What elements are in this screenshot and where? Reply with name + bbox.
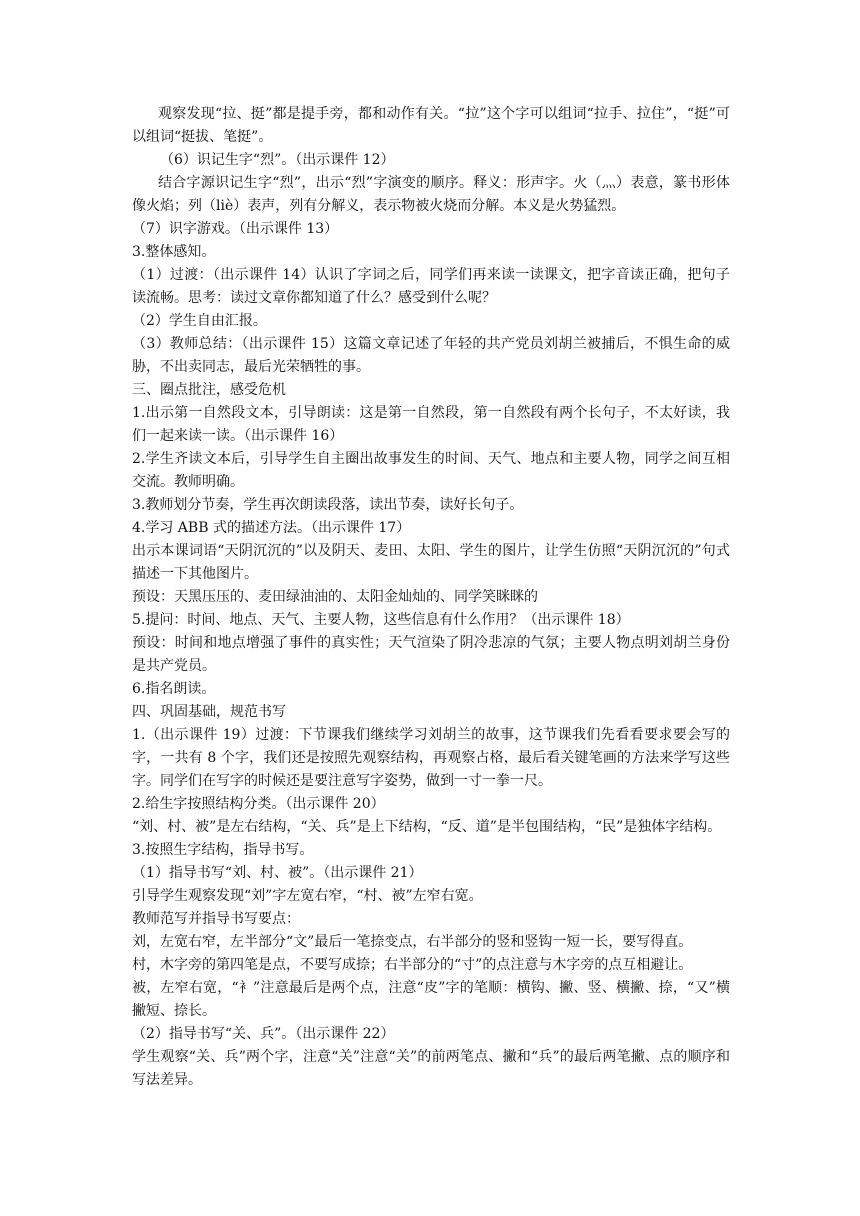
paragraph: 2.给生字按照结构分类。（出示课件 20）: [132, 796, 385, 812]
paragraph: 4.学习 ABB 式的描述方法。（出示课件 17）: [132, 520, 411, 536]
paragraph: 2.学生齐读文本后，引导学生自主圈出故事发生的时间、天气、地点和主要人物，同学之间互相交流。教师明确。: [132, 451, 730, 490]
paragraph: 6.指名朗读。: [132, 681, 216, 697]
paragraph: “刘、村、被”是左右结构，“关、兵”是上下结构，“反、道”是半包围结构，“民”是独体字结构。: [132, 819, 722, 835]
paragraph: 教师范写并指导书写要点：: [132, 911, 300, 927]
paragraph: （2）学生自由汇报。: [132, 313, 267, 329]
paragraph: 观察发现“拉、挺”都是提手旁，都和动作有关。“拉”这个字可以组词“拉手、拉住”，“挺”可以组词“挺拔、笔挺”。: [132, 106, 730, 145]
paragraph: （7）识字游戏。（出示课件 13）: [132, 221, 339, 237]
paragraph: 1.出示第一自然段文本，引导朗读：这是第一自然段，第一自然段有两个长句子，不太好读，我们一起来读一读。（出示课件 16）: [132, 405, 730, 444]
paragraph: 3.按照生字结构，指导书写。: [132, 842, 314, 858]
paragraph: 预设：天黑压压的、麦田绿油油的、太阳金灿灿的、同学笑眯眯的: [132, 589, 538, 605]
paragraph: 预设：时间和地点增强了事件的真实性；天气渲染了阴冷悲凉的气氛；主要人物点明刘胡兰身份是共产党员。: [132, 635, 730, 674]
paragraph: 出示本课词语“天阴沉沉的”以及阴天、麦田、太阳、学生的图片，让学生仿照“天阴沉沉的”句式描述一下其他图片。: [132, 543, 730, 582]
paragraph: （1）指导书写“刘、村、被”。（出示课件 21）: [132, 865, 423, 881]
paragraph: 5.提问：时间、地点、天气、主要人物，这些信息有什么作用？（出示课件 18）: [132, 612, 630, 628]
paragraph: （3）教师总结：（出示课件 15）这篇文章记述了年轻的共产党员刘胡兰被捕后，不惧生命的威胁，不出卖同志，最后光荣牺牲的事。: [132, 336, 730, 375]
document-body: [132, 103, 730, 1092]
paragraph: 引导学生观察发现“刘”字左宽右窄，“村、被”左窄右宽。: [132, 888, 483, 904]
paragraph: 3.教师划分节奏，学生再次朗读段落，读出节奏，读好长句子。: [132, 497, 524, 513]
paragraph: （1）过渡：（出示课件 14）认识了字词之后，同学们再来读一读课文，把字音读正确，把句子读流畅。思考：读过文章你都知道了什么？感受到什么呢？: [132, 267, 730, 306]
paragraph: 1.（出示课件 19）过渡：下节课我们继续学习刘胡兰的故事，这节课我们先看看要求要会写的字，一共有 8 个字，我们还是按照先观察结构，再观察占格，最后看关键笔画的方法来学写这些字。同学们在写字的时候还是要注意写字姿势，做到一寸一拳一尺。: [132, 727, 730, 789]
paragraph: 刘，左宽右窄，左半部分“文”最后一笔捺变点，右半部分的竖和竖钩一短一长，要写得直。: [132, 934, 693, 950]
paragraph: 学生观察“关、兵”两个字，注意“关”注意“关”的前两笔点、撇和“兵”的最后两笔撇、点的顺序和写法差异。: [132, 1049, 730, 1088]
paragraph: 被，左窄右宽，“衤”注意最后是两个点，注意“皮”字的笔顺：横钩、撇、竖、横撇、捺，“又”横撇短、捺长。: [132, 980, 730, 1019]
section-heading: 四、巩固基础，规范书写: [132, 704, 286, 720]
section-heading: 三、圈点批注，感受危机: [132, 382, 286, 398]
paragraph: （2）指导书写“关、兵”。（出示课件 22）: [132, 1026, 395, 1042]
section-heading: 3.整体感知。: [132, 244, 216, 260]
paragraph: 村，木字旁的第四笔是点，不要写成捺；右半部分的“寸”的点注意与木字旁的点互相避让。: [132, 957, 693, 973]
paragraph: （6）识记生字“烈”。（出示课件 12）: [160, 152, 395, 168]
paragraph: 结合字源识记生字“烈”，出示“烈”字演变的顺序。释义：形声字。火（灬）表意，篆书形体像火焰；列（liè）表声，列有分解义，表示物被火烧而分解。本义是火势猛烈。: [132, 175, 730, 214]
